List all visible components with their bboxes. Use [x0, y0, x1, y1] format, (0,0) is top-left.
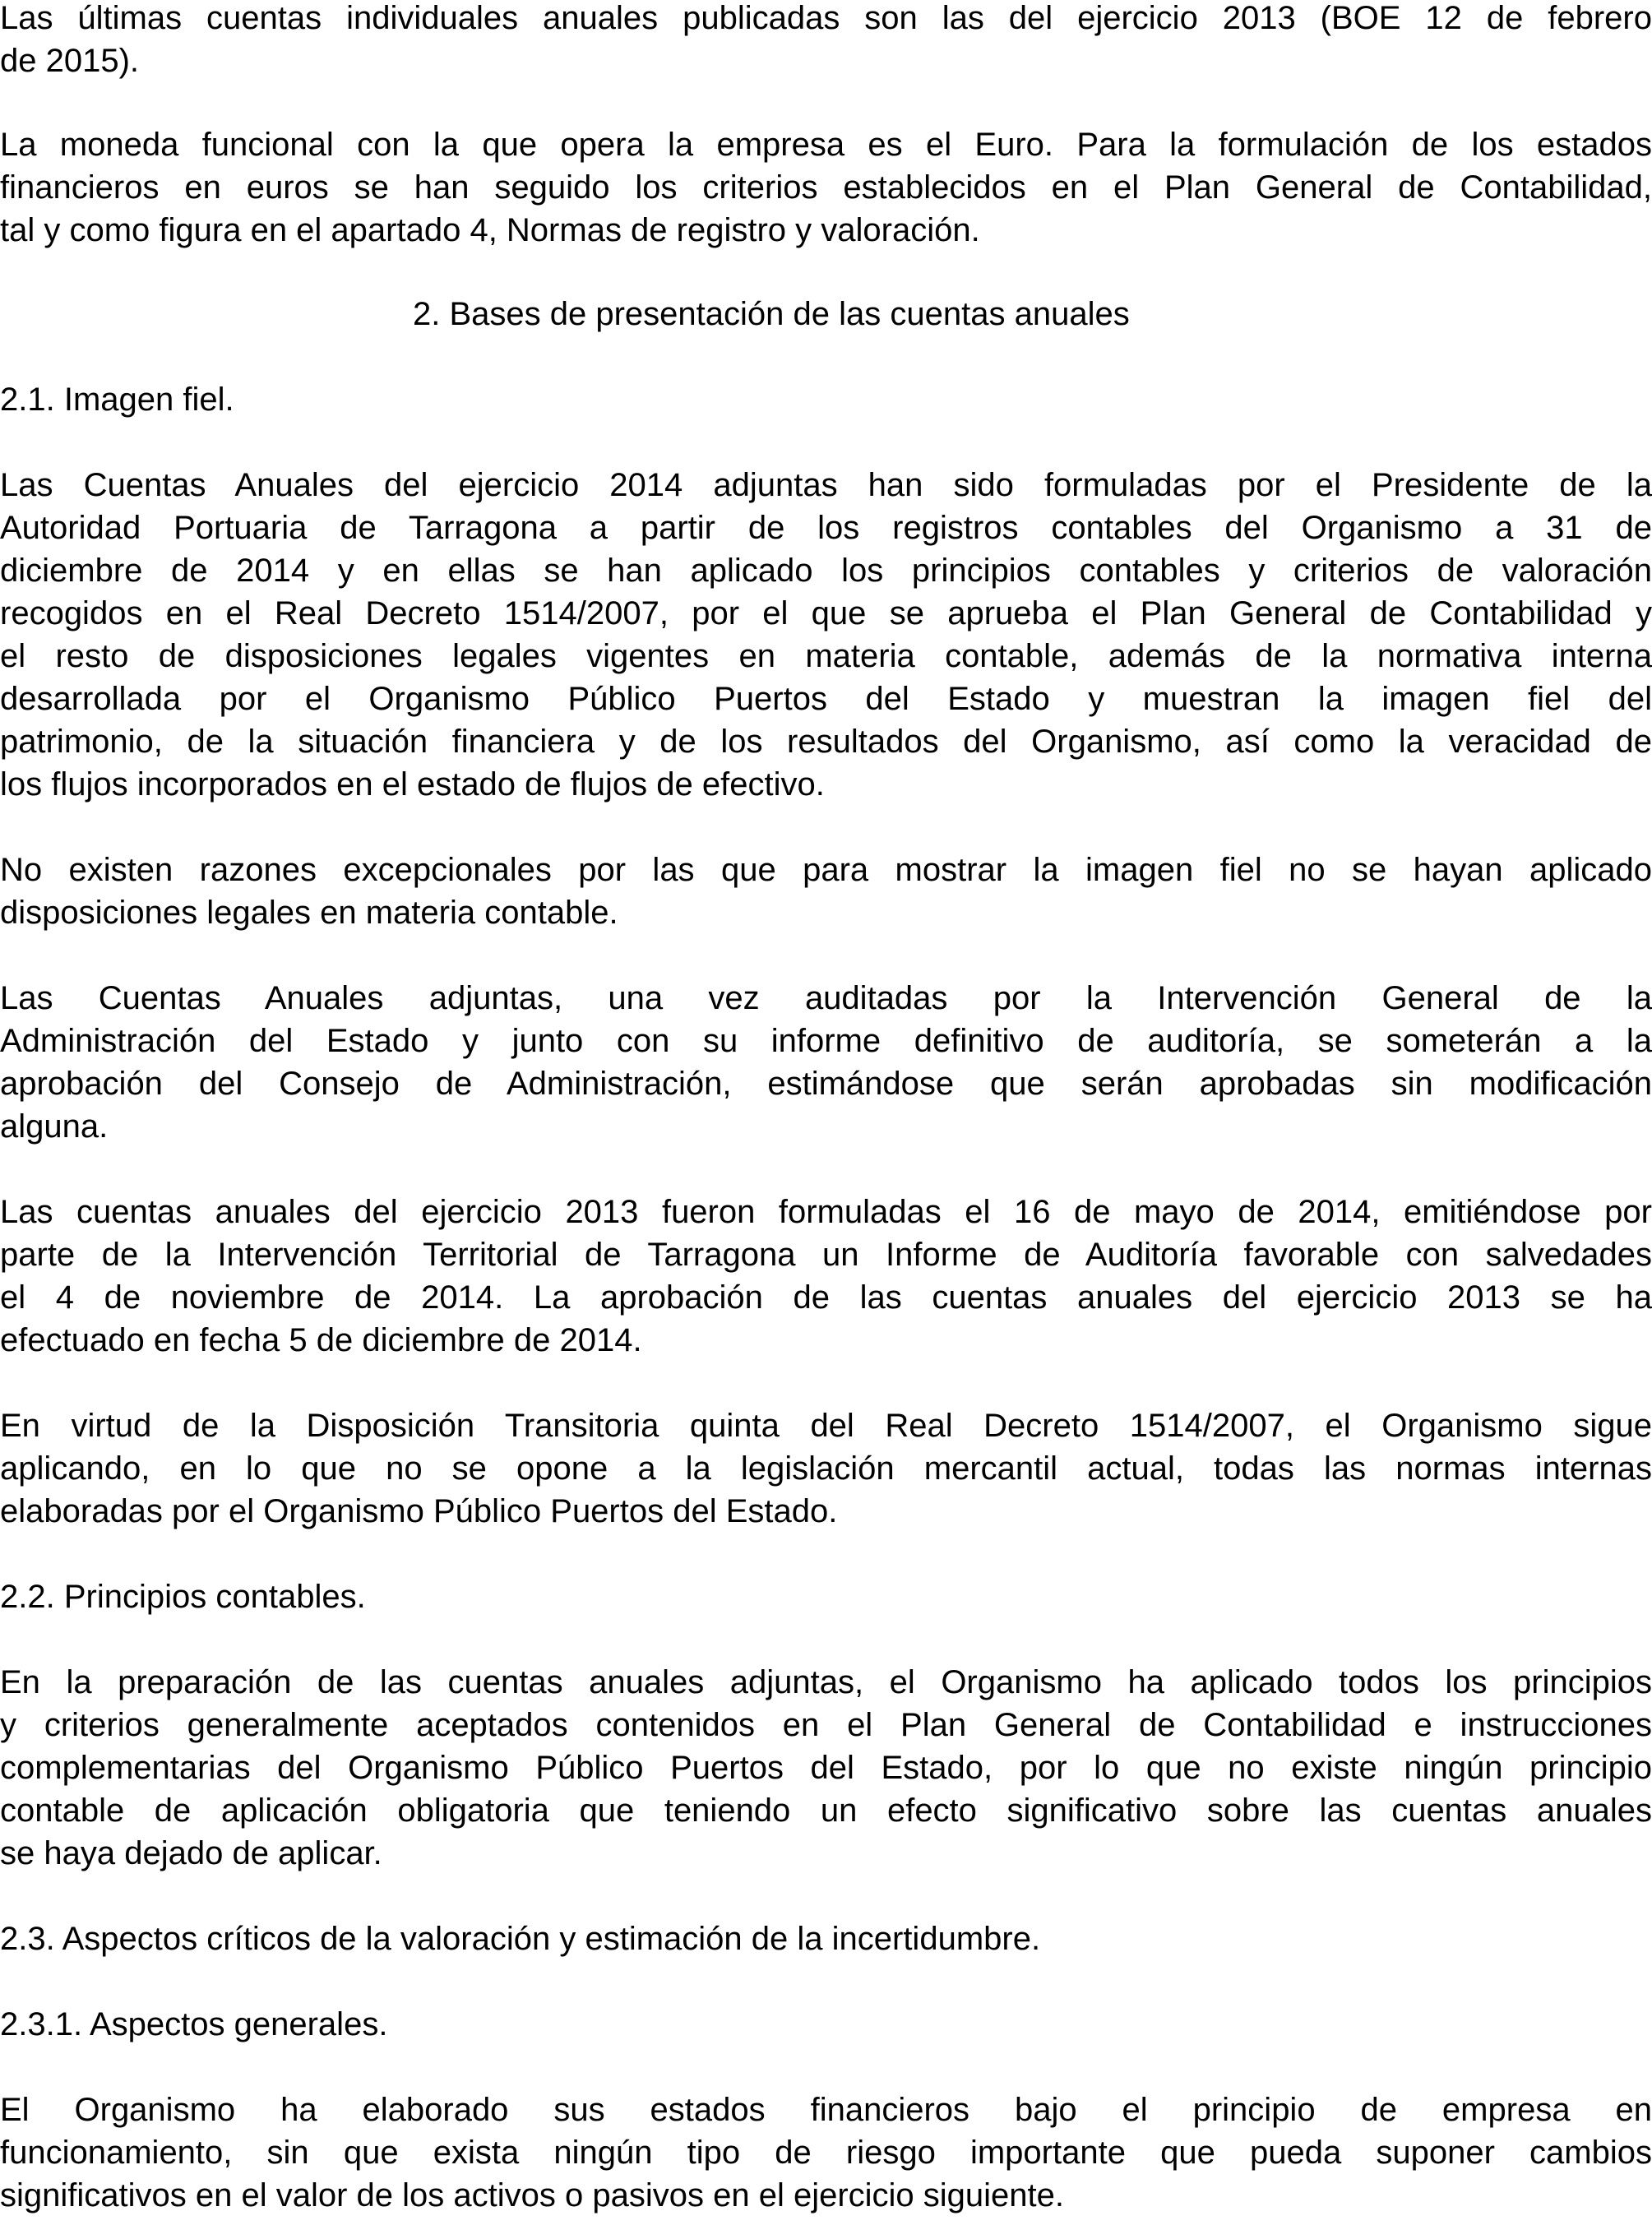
cuentas-2013-line-3: el 4 de noviembre de 2014. La aprobación de las cuentas anuales del ejercicio 2013 se ha [0, 1279, 1652, 1316]
funcionamiento-line-2: funcionamiento, sin que exista ningún tipo de riesgo importante que pueda suponer cambios [0, 2135, 1652, 2171]
section-title: 2. Bases de presentación de las cuentas anuales [413, 296, 1130, 332]
heading-2-3: 2.3. Aspectos críticos de la valoración y estimación de la incertidumbre. [0, 1921, 1041, 1957]
heading-2-2: 2.2. Principios contables. [0, 1579, 366, 1615]
no-existen-line-1: No existen razones excepcionales por las que para mostrar la imagen fiel no se hayan aplicado [0, 852, 1652, 888]
cuentas-2014-line-5: el resto de disposiciones legales vigentes en materia contable, además de la normativa interna [0, 638, 1652, 674]
auditadas-line-2: Administración del Estado y junto con su informe definitivo de auditoría, se someterán a la [0, 1023, 1652, 1059]
cuentas-2014-line-4: recogidos en el Real Decreto 1514/2007, por el que se aprueba el Plan General de Contabilidad y [0, 595, 1652, 631]
heading-2-1: 2.1. Imagen fiel. [0, 382, 234, 418]
cuentas-2014-line-6: desarrollada por el Organismo Público Puertos del Estado y muestran la imagen fiel del [0, 681, 1652, 717]
cuentas-2013-line-4: efectuado en fecha 5 de diciembre de 2014. [0, 1322, 642, 1358]
moneda-line-1: La moneda funcional con la que opera la empresa es el Euro. Para la formulación de los estados [0, 127, 1652, 163]
intro-line-1: Las últimas cuentas individuales anuales publicadas son las del ejercicio 2013 (BOE 12 de febrero [0, 0, 1652, 36]
funcionamiento-line-1: El Organismo ha elaborado sus estados financieros bajo el principio de empresa en [0, 2092, 1652, 2128]
preparacion-line-3: complementarias del Organismo Público Puertos del Estado, por lo que no existe ningún principio [0, 1750, 1652, 1786]
preparacion-line-2: y criterios generalmente aceptados contenidos en el Plan General de Contabilidad e instrucciones [0, 1707, 1652, 1743]
intro-line-2: de 2015). [0, 43, 140, 79]
heading-2-3-1: 2.3.1. Aspectos generales. [0, 2006, 388, 2042]
cuentas-2014-line-1: Las Cuentas Anuales del ejercicio 2014 adjuntas han sido formuladas por el Presidente de la [0, 467, 1652, 503]
disposicion-line-2: aplicando, en lo que no se opone a la legislación mercantil actual, todas las normas internas [0, 1450, 1652, 1487]
moneda-line-3: tal y como figura en el apartado 4, Normas de registro y valoración. [0, 212, 980, 248]
cuentas-2014-line-8: los flujos incorporados en el estado de flujos de efectivo. [0, 766, 825, 803]
disposicion-line-3: elaboradas por el Organismo Público Puertos del Estado. [0, 1493, 838, 1529]
cuentas-2013-line-1: Las cuentas anuales del ejercicio 2013 fueron formuladas el 16 de mayo de 2014, emitiéndose por [0, 1194, 1652, 1230]
no-existen-line-2: disposiciones legales en materia contable. [0, 895, 618, 931]
funcionamiento-line-3: significativos en el valor de los activos o pasivos en el ejercicio siguiente. [0, 2177, 1065, 2213]
preparacion-line-5: se haya dejado de aplicar. [0, 1835, 382, 1871]
cuentas-2014-line-7: patrimonio, de la situación financiera y de los resultados del Organismo, así como la veracidad de [0, 724, 1652, 760]
preparacion-line-4: contable de aplicación obligatoria que teniendo un efecto significativo sobre las cuentas anuales [0, 1792, 1652, 1829]
auditadas-line-1: Las Cuentas Anuales adjuntas, una vez auditadas por la Intervención General de la [0, 980, 1652, 1016]
disposicion-line-1: En virtud de la Disposición Transitoria quinta del Real Decreto 1514/2007, el Organismo sigue [0, 1408, 1652, 1444]
preparacion-line-1: En la preparación de las cuentas anuales adjuntas, el Organismo ha aplicado todos los principios [0, 1664, 1652, 1700]
cuentas-2013-line-2: parte de la Intervención Territorial de Tarragona un Informe de Auditoría favorable con salvedades [0, 1237, 1652, 1273]
moneda-line-2: financieros en euros se han seguido los criterios establecidos en el Plan General de Contabilidad, [0, 169, 1652, 206]
auditadas-line-3: aprobación del Consejo de Administración, estimándose que serán aprobadas sin modificación [0, 1066, 1652, 1102]
auditadas-line-4: alguna. [0, 1108, 109, 1145]
cuentas-2014-line-3: diciembre de 2014 y en ellas se han aplicado los principios contables y criterios de valoración [0, 553, 1652, 589]
cuentas-2014-line-2: Autoridad Portuaria de Tarragona a partir de los registros contables del Organismo a 31 de [0, 510, 1652, 546]
